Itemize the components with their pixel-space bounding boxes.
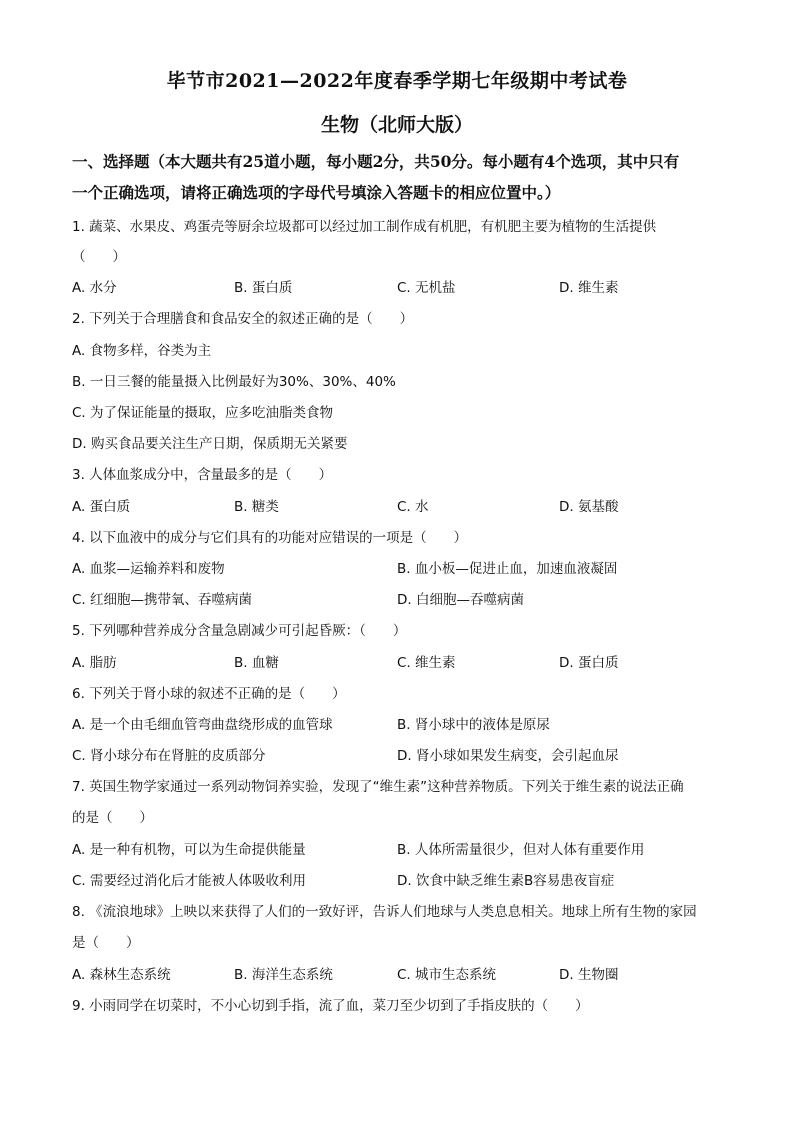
question-5-option-a: A. 脂肪 [72, 655, 117, 671]
question-5-option-d: D. 蛋白质 [559, 655, 619, 671]
question-4-option-d: D. 白细胞—吞噬病菌 [397, 592, 524, 608]
question-2-stem: 2. 下列关于合理膳食和食品安全的叙述正确的是（ ） [72, 311, 414, 327]
question-4-option-a: A. 血浆—运输养料和废物 [72, 561, 225, 577]
question-1-option-d: D. 维生素 [559, 280, 619, 296]
question-3-option-c: C. 水 [397, 499, 429, 515]
question-5-option-b: B. 血糖 [234, 655, 279, 671]
question-3-stem: 3. 人体血浆成分中，含量最多的是（ ） [72, 467, 333, 483]
question-2-option-b: B. 一日三餐的能量摄入比例最好为30%、30%、40% [72, 374, 396, 390]
question-4-option-c: C. 红细胞—携带氧、吞噬病菌 [72, 592, 253, 608]
question-9-stem: 9. 小雨同学在切菜时，不小心切到手指，流了血，菜刀至少切到了手指皮肤的（ ） [72, 998, 589, 1014]
question-6-option-b: B. 肾小球中的液体是原尿 [397, 717, 550, 733]
question-4-stem: 4. 以下血液中的成分与它们具有的功能对应错误的一项是（ ） [72, 530, 468, 546]
question-7-option-c: C. 需要经过消化后才能被人体吸收利用 [72, 873, 307, 889]
exam-title: 毕节市2021—2022年度春季学期七年级期中考试卷 [166, 70, 628, 92]
section-heading-line-1: 一、选择题（本大题共有25道小题，每小题2分，共50分。每小题有4个选项，其中只有 [72, 152, 680, 171]
question-7-option-a: A. 是一种有机物，可以为生命提供能量 [72, 842, 306, 858]
question-6-option-a: A. 是一个由毛细血管弯曲盘绕形成的血管球 [72, 717, 333, 733]
question-1-option-b: B. 蛋白质 [234, 280, 293, 296]
question-6-option-d: D. 肾小球如果发生病变，会引起血尿 [397, 748, 619, 764]
question-8-option-a: A. 森林生态系统 [72, 967, 171, 983]
question-8-option-c: C. 城市生态系统 [397, 967, 497, 983]
question-8-stem: 8. 《流浪地球》上映以来获得了人们的一致好评，告诉人们地球与人类息息相关。地球上所有生物的家园 [72, 904, 697, 920]
question-1-option-c: C. 无机盐 [397, 280, 456, 296]
question-1-option-a: A. 水分 [72, 280, 117, 296]
question-6-option-c: C. 肾小球分布在肾脏的皮质部分 [72, 748, 266, 764]
question-5-stem: 5. 下列哪种营养成分含量急剧减少可引起昏厥：（ ） [72, 623, 407, 639]
question-4-option-b: B. 血小板—促进止血，加速血液凝固 [397, 561, 618, 577]
question-2-option-a: A. 食物多样，谷类为主 [72, 343, 212, 359]
section-heading-line-2: 一个正确选项，请将正确选项的字母代号填涂入答题卡的相应位置中。） [72, 183, 561, 202]
question-8-option-d: D. 生物圈 [559, 967, 619, 983]
question-7-stem-cont: 的是（ ） [72, 810, 153, 826]
exam-subtitle: 生物（北师大版） [320, 114, 473, 136]
question-7-option-b: B. 人体所需量很少，但对人体有重要作用 [397, 842, 645, 858]
question-5-option-c: C. 维生素 [397, 655, 456, 671]
question-2-option-d: D. 购买食品要关注生产日期，保质期无关紧要 [72, 436, 348, 452]
question-3-option-a: A. 蛋白质 [72, 499, 131, 515]
question-1-stem: 1. 蔬菜、水果皮、鸡蛋壳等厨余垃圾都可以经过加工制作成有机肥，有机肥主要为植物的生活提供 [72, 219, 657, 235]
question-3-option-b: B. 糖类 [234, 499, 279, 515]
question-2-option-c: C. 为了保证能量的摄取，应多吃油脂类食物 [72, 405, 334, 421]
question-7-option-d: D. 饮食中缺乏维生素B容易患夜盲症 [397, 873, 615, 889]
question-8-stem-cont: 是（ ） [72, 935, 140, 951]
question-6-stem: 6. 下列关于肾小球的叙述不正确的是（ ） [72, 686, 346, 702]
question-1-stem-cont: （ ） [72, 249, 126, 265]
question-8-option-b: B. 海洋生态系统 [234, 967, 333, 983]
question-7-stem: 7. 英国生物学家通过一系列动物饲养实验，发现了“维生素”这种营养物质。下列关于维生素的说法正确 [72, 779, 684, 795]
question-3-option-d: D. 氨基酸 [559, 499, 619, 515]
